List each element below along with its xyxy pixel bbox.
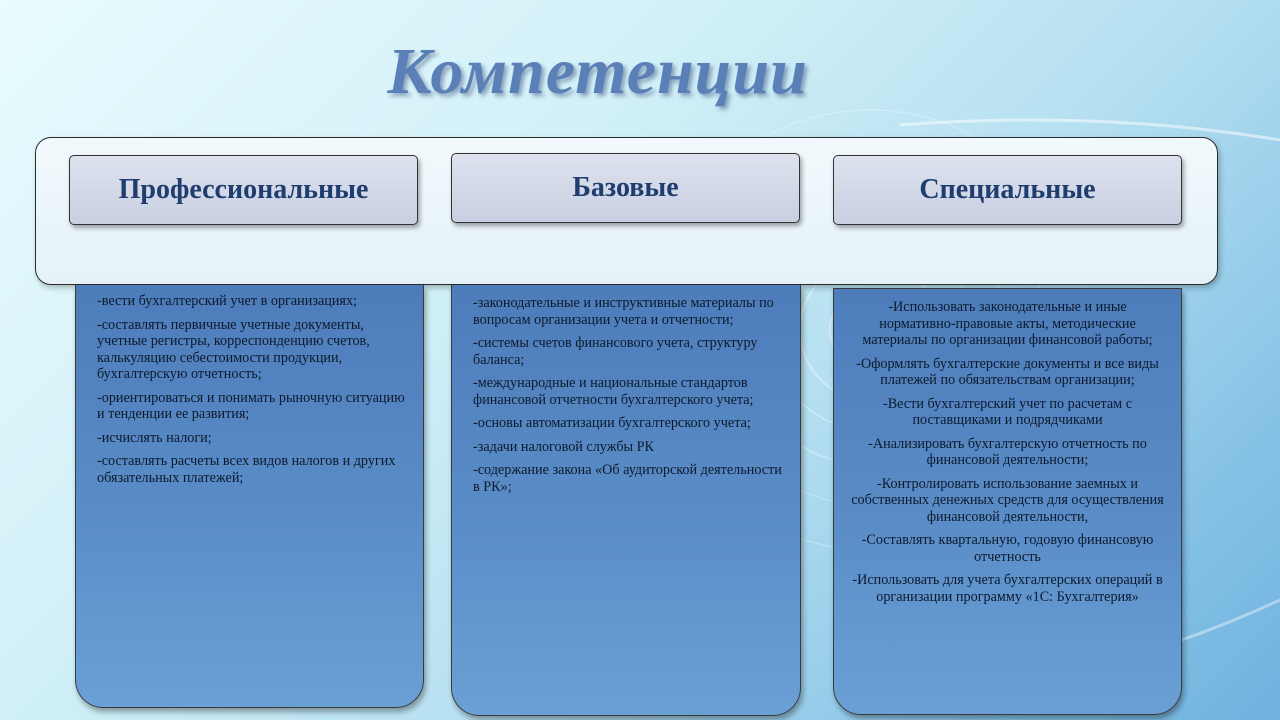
column-basic — [451, 285, 801, 716]
header-special: Специальные — [833, 155, 1182, 225]
list-item: -Использовать законодательные и иные нормативно-правовые акты, методические материалы по организации финансовой работы; — [862, 299, 1153, 348]
list-item: -Использовать для учета бухгалтерских операций в организации программу «1С: Бухгалтерия» — [852, 572, 1163, 605]
list-item: -Контролировать использование заемных и собственных денежных средств для осуществления финансовой деятельности, — [851, 475, 1164, 525]
list-item: -международные и национальные стандартов финансовой отчетности бухгалтерского учета; — [473, 375, 754, 408]
list-item: -составлять расчеты всех видов налогов и других обязательных платежей; — [97, 453, 396, 486]
header-professional: Профессиональные — [69, 155, 418, 225]
list-item: -ориентироваться и понимать рыночную ситуацию и тенденции ее развития; — [97, 389, 405, 422]
header-basic: Базовые — [451, 153, 800, 223]
page-title: Компетенции — [387, 35, 808, 108]
list-item: -Оформлять бухгалтерские документы и все виды платежей по обязательствам организации; — [856, 355, 1159, 388]
list-item: -содержание закона «Об аудиторской деятельности в РК»; — [473, 462, 782, 495]
list-item: -Анализировать бухгалтерскую отчетность по финансовой деятельности; — [868, 435, 1147, 468]
list-item: -законодательные и инструктивные материалы по вопросам организации учета и отчетности; — [473, 295, 774, 328]
list-item: -Составлять квартальную, годовую финансовую отчетность — [861, 532, 1154, 565]
column-professional — [75, 285, 424, 708]
list-item: -системы счетов финансового учета, структуру баланса; — [473, 335, 758, 368]
list-item: -составлять первичные учетные документы, учетные регистры, корреспонденцию счетов, калькуляцию себестоимости продукции, бухгалтерскую отчетность; — [97, 316, 370, 382]
list-item: -основы автоматизации бухгалтерского учета; — [473, 415, 751, 431]
list-item: -задачи налоговой службы РК — [473, 438, 654, 455]
list-item: -вести бухгалтерский учет в организациях; — [97, 293, 357, 309]
list-item: -Вести бухгалтерский учет по расчетам с поставщиками и подрядчиками — [882, 395, 1132, 428]
list-item: -исчислять налоги; — [97, 429, 212, 446]
column-special — [833, 288, 1182, 715]
